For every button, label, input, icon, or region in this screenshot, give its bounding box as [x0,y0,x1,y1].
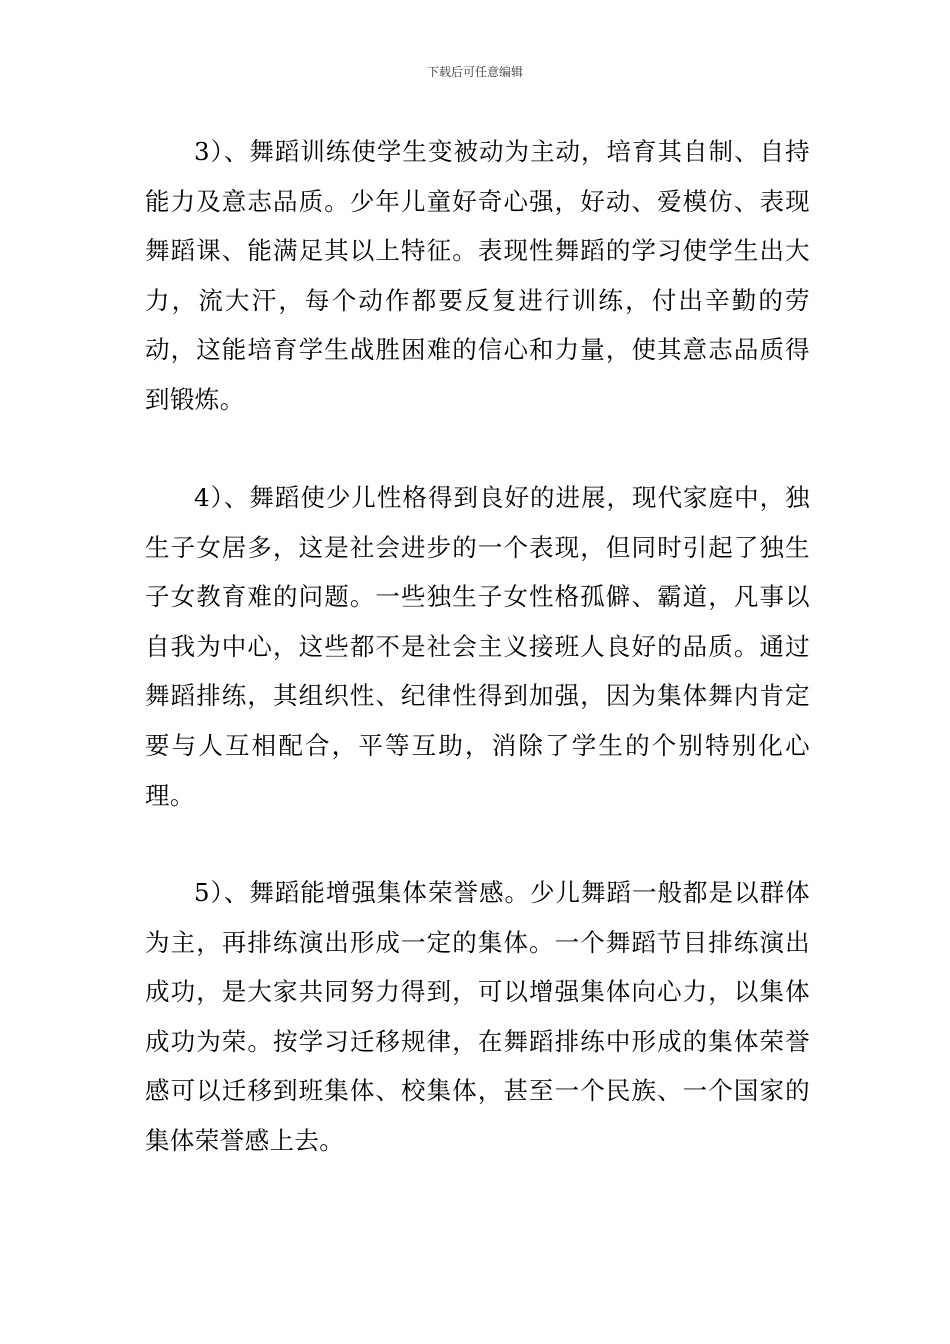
paragraph-dance-personality-development: 4）、舞蹈使少儿性格得到良好的进展，现代家庭中，独生子女居多，这是社会进步的一个表现，但同时引起了独生子女教育难的问题。一些独生子女性格孤僻、霸道，凡事以自我为中心，这些都不是社会主义接班人良好的品质。通过舞蹈排练，其组织性、纪律性得到加强，因为集体舞内肯定要与人互相配合，平等互助，消除了学生的个别特别化心理。 [145,483,810,810]
paragraph-dance-training-willpower: 3）、舞蹈训练使学生变被动为主动，培育其自制、自持能力及意志品质。少年儿童好奇心强，好动、爱模仿、表现舞蹈课、能满足其以上特征。表现性舞蹈的学习使学生出大力，流大汗，每个动作都要反复进行训练，付出辛勤的劳动，这能培育学生战胜困难的信心和力量，使其意志品质得到锻炼。 [145,137,810,414]
paragraph-dance-collective-honor: 5）、舞蹈能增强集体荣誉感。少儿舞蹈一般都是以群体为主，再排练演出形成一定的集体。一个舞蹈节目排练演出成功，是大家共同努力得到，可以增强集体向心力，以集体成功为荣。按学习迁移规律，在舞蹈排练中形成的集体荣誉感可以迁移到班集体、校集体，甚至一个民族、一个国家的集体荣誉感上去。 [145,878,810,1155]
page-header-note: 下载后可任意编辑 [426,65,523,79]
